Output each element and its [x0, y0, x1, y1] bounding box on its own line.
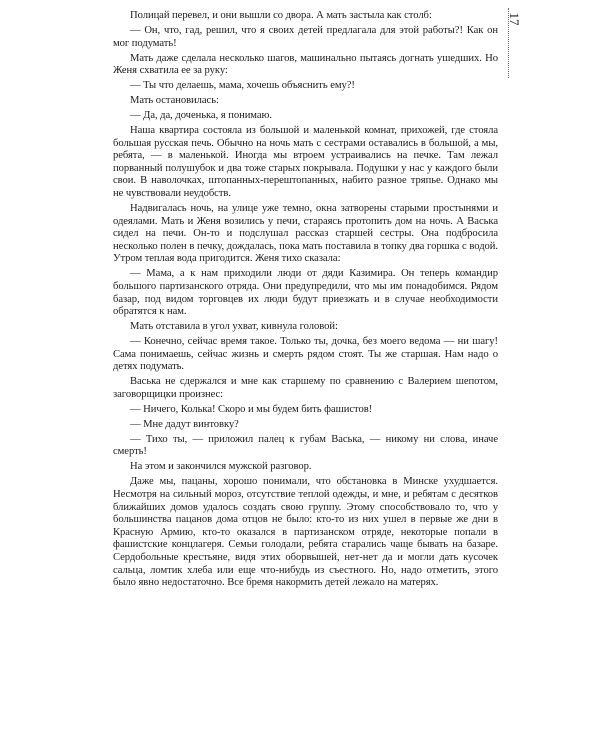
- paragraph: — Мама, а к нам приходили люди от дяди Казимира. Он теперь командир большого партизанского отряда. Они предупредили, что мы им понадобимся. Рядом базар, под видом торговцев их люди будут приезжать и в случае необходимости обратятся к нам.: [113, 268, 498, 318]
- paragraph: — Да, да, доченька, я понимаю.: [130, 110, 273, 122]
- paragraph: — Конечно, сейчас время такое. Только ты, дочка, без моего ведома — ни шагу! Сама понимаешь, сейчас жизнь и смерть рядом стоят. Ты же старшая. Нам надо о детях подумать.: [113, 336, 498, 373]
- page-number: 17: [507, 12, 522, 26]
- paragraph: Наша квартира состояла из большой и маленькой комнат, прихожей, где стояла большая русская печь. Обычно на ночь мать с сестрами оставались в большой, а мы, ребята, — в маленькой. Иногда мы втроем устраивались на печке. Там лежал порванный полушубок и два тоже старых покрывала. Подушки у нас у каждого были свои. В наволочках, штопанных-перештопанных, набито разное тряпье. Однако мы не чувствовали неудобств.: [113, 125, 498, 200]
- paragraph: Надвигалась ночь, на улице уже темно, окна затворены старыми простынями и одеялами. Мать и Женя возились у печи, стараясь протопить дом на ночь. А Васька сидел на печи. Он-то и подслушал рассказ старшей сестры. Она подбросила несколько полен в печку, дождалась, пока мать поставила в топку два горшка с водой. Утром теплая вода пригодится. Женя тихо сказала:: [113, 203, 498, 265]
- paragraph: Полицай перевел, и они вышли со двора. А мать застыла как столб:: [130, 10, 432, 21]
- paragraph: Мать остановилась:: [130, 95, 219, 107]
- text-column: [113, 10, 498, 592]
- paragraph: Мать отставила в угол ухват, кивнула головой:: [130, 321, 338, 333]
- paragraph: — Он, что, гад, решил, что я своих детей предлагала для этой работы?! Как он мог подумать!: [113, 24, 498, 49]
- paragraph: Васька не сдержался и мне как старшему по сравнению с Валерием шепотом, заговорщицки произнес:: [113, 376, 498, 400]
- paragraph: — Тихо ты, — приложил палец к губам Васька, — никому ни слова, иначе смерть!: [113, 433, 498, 458]
- paragraph: — Ничего, Колька! Скоро и мы будем бить фашистов!: [130, 403, 373, 415]
- paragraph: — Мне дадут винтовку?: [130, 418, 239, 430]
- paragraph: Мать даже сделала несколько шагов, машинально пытаясь догнать ушедших. Но Женя схватила ее за руку:: [113, 52, 498, 77]
- paragraph: Даже мы, пацаны, хорошо понимали, что обстановка в Минске ухудшается. Несмотря на сильный мороз, отсутствие теплой одежды, и мне, и ребятам с десятков ближайших домов удалось создать свою группу. Этому способствовало то, что у большинства пацанов дома отцов не было: кто-то из них ушел в первые же дни в Красную Армию, кто-то оказался в партизанском отряде, некоторые попали в фашистские концлагеря. Семьи голодали, ребята старались чаще бывать на базаре. Сердобольные крестьяне, видя этих оборвышей, нет-нет да и могли дать кусочек сальца, ломтик хлеба или еще что-нибудь из съестного. Но, надо отметить, этого было явно недостаточно. Все бремя накормить детей лежало на матерях.: [113, 476, 498, 589]
- paragraph: На этом и закончился мужской разговор.: [130, 461, 312, 473]
- paragraph: — Ты что делаешь, мама, хочешь объяснить ему?!: [130, 80, 355, 92]
